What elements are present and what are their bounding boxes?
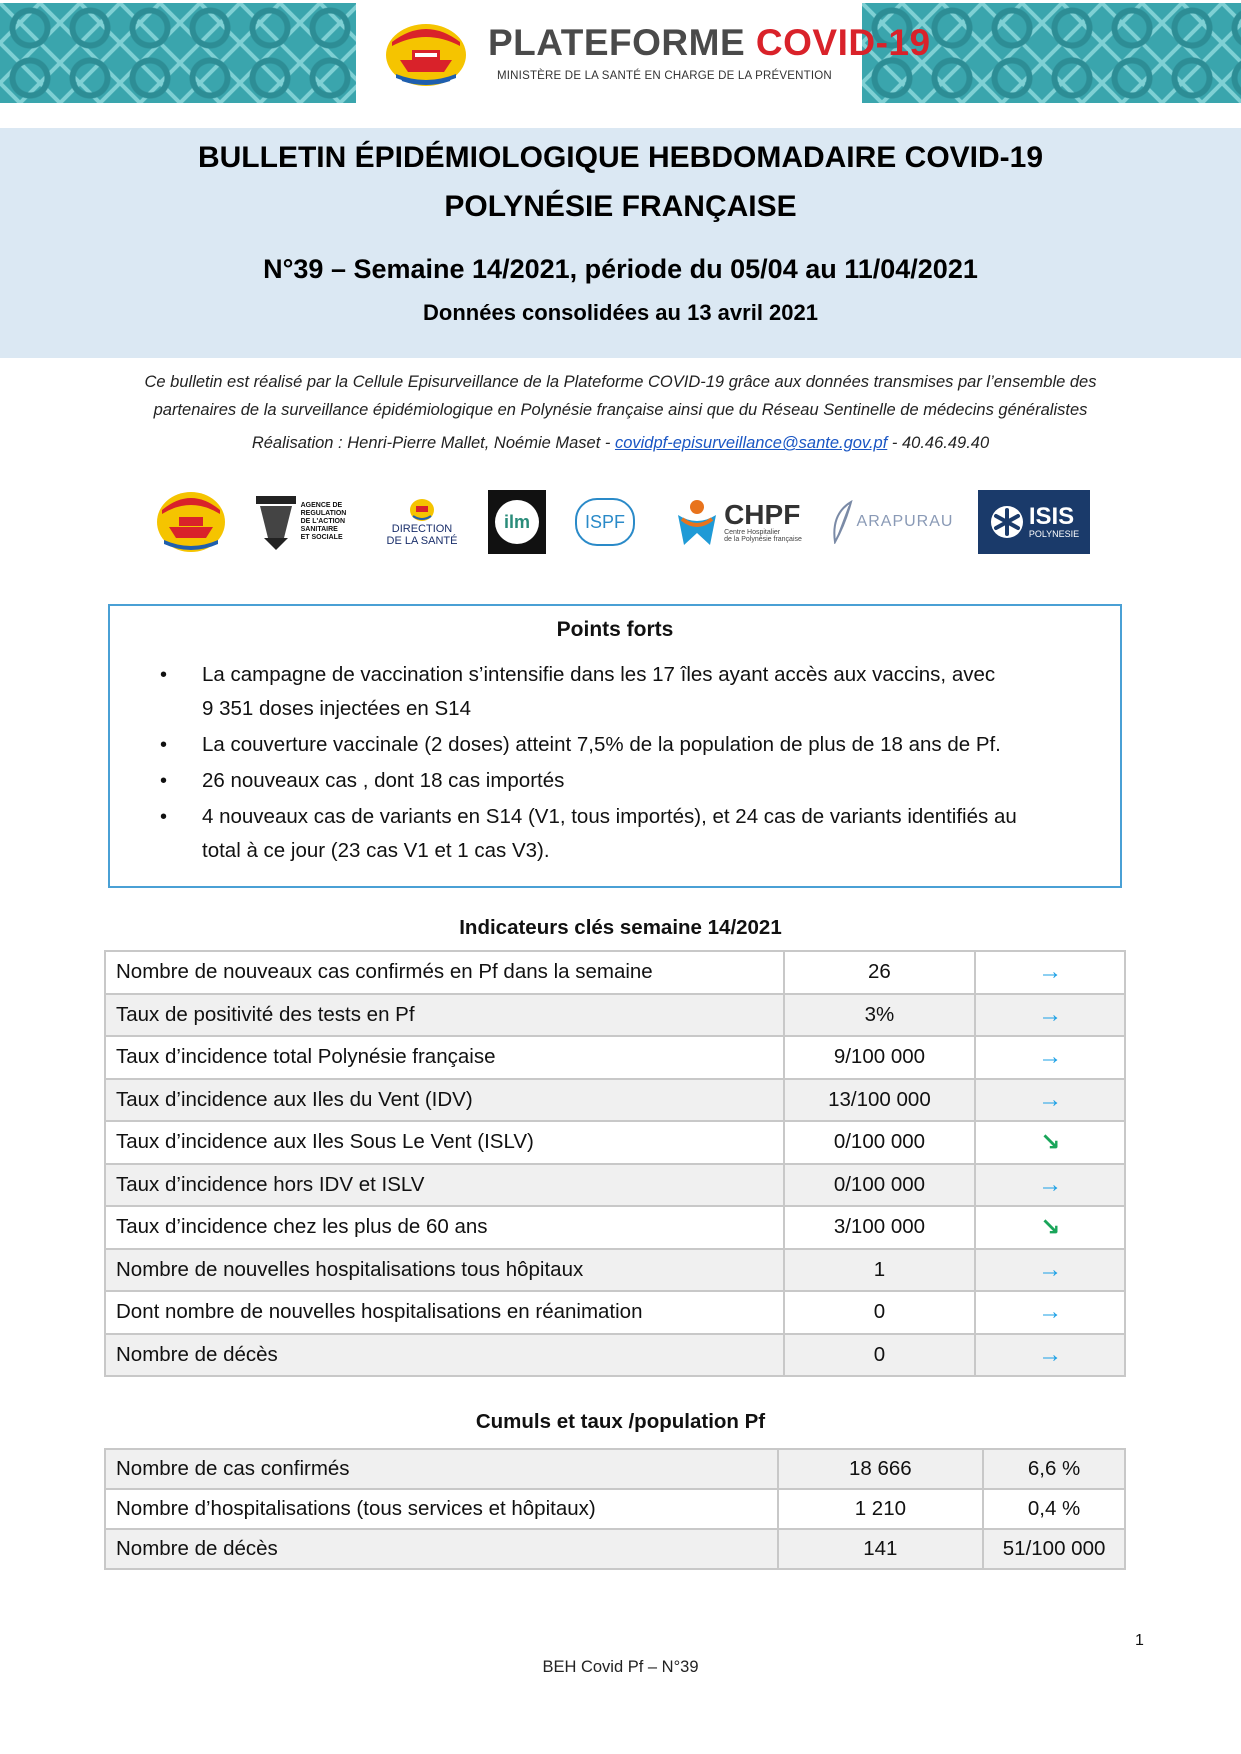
indicator-value: 9/100 000: [784, 1036, 976, 1079]
polynesia-emblem-icon: [382, 22, 470, 88]
table-row: [105, 1489, 1125, 1529]
arapurau-logo: [826, 490, 954, 554]
arapurau-text: ARAPURAU: [856, 513, 954, 530]
feather-icon: [827, 500, 857, 544]
chpf-sub-1: Centre Hospitalier: [724, 529, 781, 536]
indicator-value: 0/100 000: [784, 1164, 976, 1207]
chpf-emblem-icon: [674, 497, 720, 547]
top-banner: [0, 0, 1241, 104]
table-row: [105, 1529, 1125, 1569]
cumulative-rate: 51/100 000: [983, 1529, 1125, 1569]
indicator-value: 0: [784, 1334, 976, 1377]
highlight-text-cont: total à ce jour (23 cas V1 et 1 cas V3).: [202, 839, 550, 862]
credits-phone: - 40.46.49.40: [887, 434, 990, 452]
indicator-label: Taux d’incidence hors IDV et ISLV: [105, 1164, 784, 1207]
direction-sante-emblem-icon: [409, 497, 435, 523]
partner-logos: [150, 490, 1100, 560]
bulletin-consolidated-date: Données consolidées au 13 avril 2021: [423, 300, 818, 325]
indicator-label: Taux d’incidence aux Iles du Vent (IDV): [105, 1079, 784, 1122]
direction-sante-logo: [382, 490, 462, 554]
highlight-item: [202, 728, 1102, 762]
highlights-title: Points forts: [556, 618, 674, 641]
intro-line2: partenaires de la surveillance épidémiologique en Polynésie française ainsi que du Réseau Sentinelle de médecins généralistes: [153, 401, 1088, 419]
direction-sante-text-1: DIRECTION: [391, 523, 453, 535]
highlight-text: • 26 nouveaux cas , dont 18 cas importés: [202, 769, 565, 792]
table-row: [105, 1334, 1125, 1377]
brand-subtitle: MINISTÈRE DE LA SANTÉ EN CHARGE DE LA PRÉVENTION: [497, 70, 832, 82]
indicator-value: 0: [784, 1291, 976, 1334]
cumulative-rate: 6,6 %: [983, 1449, 1125, 1489]
ispf-text: ISPF: [575, 498, 635, 546]
contact-email-link[interactable]: covidpf-episurveillance@sante.gov.pf: [614, 434, 888, 452]
brand-title-part1: PLATEFORME: [488, 22, 746, 63]
indicator-value: 26: [784, 951, 976, 994]
ilm-text: ilm: [495, 500, 539, 544]
trend-arrow-right-icon: →: [975, 1249, 1125, 1292]
bulletin-issue: N°39 – Semaine 14/2021, période du 05/04 au 11/04/2021: [263, 254, 978, 284]
isis-asterisk-icon: [989, 504, 1025, 540]
arass-logo: [250, 490, 350, 554]
trend-arrow-right-icon: →: [975, 994, 1125, 1037]
credits-authors: Réalisation : Henri-Pierre Mallet, Noémie Maset -: [251, 434, 615, 452]
direction-sante-text-2: DE LA SANTÉ: [386, 535, 458, 547]
indicator-value: 3%: [784, 994, 976, 1037]
cumulative-value: 18 666: [778, 1449, 984, 1489]
indicators-title: Indicateurs clés semaine 14/2021: [459, 916, 782, 939]
highlight-text: • La couverture vaccinale (2 doses) atteint 7,5% de la population de plus de 18 ans de Pf.: [202, 733, 1001, 756]
arass-emblem-icon: [254, 492, 298, 552]
chpf-sub-2: de la Polynésie française: [724, 536, 802, 543]
page-footer: BEH Covid Pf – N°39: [542, 1658, 699, 1676]
cumulative-label: Nombre d’hospitalisations (tous services et hôpitaux): [105, 1489, 778, 1529]
arass-text-4: SANITAIRE: [300, 526, 338, 533]
table-row: [105, 1291, 1125, 1334]
arass-text-1: AGENCE DE: [300, 502, 343, 509]
highlight-text-cont: 9 351 doses injectées en S14: [202, 697, 471, 720]
cumulative-value: 1 210: [778, 1489, 984, 1529]
trend-arrow-right-icon: →: [975, 951, 1125, 994]
table-row: [105, 1206, 1125, 1249]
chpf-logo: [668, 490, 808, 554]
bulletin-title-line2: POLYNÉSIE FRANÇAISE: [444, 190, 797, 223]
arass-text-5: ET SOCIALE: [300, 534, 343, 541]
table-row: [105, 994, 1125, 1037]
cumulative-table: [104, 1448, 1126, 1570]
isis-sub: POLYNESIE: [1028, 529, 1080, 539]
table-row: [105, 1164, 1125, 1207]
table-row: [105, 1449, 1125, 1489]
page-number: 1: [1135, 1632, 1144, 1649]
trend-arrow-down-right-icon: ↘: [975, 1121, 1125, 1164]
cumulative-rate: 0,4 %: [983, 1489, 1125, 1529]
intro-line1: Ce bulletin est réalisé par la Cellule Episurveillance de la Plateforme COVID-19 grâce aux données transmises par l’ensemble des: [144, 373, 1097, 391]
trend-arrow-right-icon: →: [975, 1036, 1125, 1079]
indicator-value: 3/100 000: [784, 1206, 976, 1249]
indicator-label: Taux d’incidence chez les plus de 60 ans: [105, 1206, 784, 1249]
table-row: [105, 951, 1125, 994]
highlight-text: • 4 nouveaux cas de variants en S14 (V1, tous importés), et 24 cas de variants identifiés au: [202, 805, 1017, 828]
polynesia-emblem-logo-icon: [154, 490, 228, 554]
arass-text-2: REGULATION: [300, 510, 347, 517]
table-row: [105, 1036, 1125, 1079]
indicator-label: Taux d’incidence aux Iles Sous Le Vent (ISLV): [105, 1121, 784, 1164]
ilm-logo: [488, 490, 546, 554]
indicator-label: Taux d’incidence total Polynésie française: [105, 1036, 784, 1079]
indicator-value: 0/100 000: [784, 1121, 976, 1164]
bulletin-title-line1: BULLETIN ÉPIDÉMIOLOGIQUE HEBDOMADAIRE COVID-19: [197, 141, 1044, 174]
table-row: [105, 1249, 1125, 1292]
indicators-table: [104, 950, 1126, 1377]
indicator-label: Nombre de nouvelles hospitalisations tous hôpitaux: [105, 1249, 784, 1292]
banner-pattern-left: [0, 3, 356, 103]
cumulative-label: Nombre de décès: [105, 1529, 778, 1569]
highlight-item: [202, 658, 1102, 726]
chpf-text: CHPF: [724, 499, 801, 530]
header-band: [0, 128, 1241, 358]
trend-arrow-right-icon: →: [975, 1164, 1125, 1207]
cumulative-value: 141: [778, 1529, 984, 1569]
trend-arrow-right-icon: →: [975, 1291, 1125, 1334]
indicator-label: Dont nombre de nouvelles hospitalisations en réanimation: [105, 1291, 784, 1334]
credits: [0, 434, 1241, 453]
cumulative-title: Cumuls et taux /population Pf: [475, 1410, 766, 1433]
indicator-value: 13/100 000: [784, 1079, 976, 1122]
trend-arrow-down-right-icon: ↘: [975, 1206, 1125, 1249]
brand-title-part2: COVID-19: [755, 22, 931, 63]
highlights-list: [110, 658, 1102, 870]
isis-text: ISIS: [1028, 503, 1075, 530]
trend-arrow-right-icon: →: [975, 1334, 1125, 1377]
highlights-box: [108, 604, 1122, 888]
intro-text: [60, 368, 1181, 424]
indicator-label: Nombre de nouveaux cas confirmés en Pf dans la semaine: [105, 951, 784, 994]
highlight-item: [202, 800, 1102, 868]
indicator-label: Nombre de décès: [105, 1334, 784, 1377]
highlight-text: • La campagne de vaccination s’intensifie dans les 17 îles ayant accès aux vaccins, avec: [202, 663, 996, 686]
isis-logo: [978, 490, 1090, 554]
table-row: [105, 1121, 1125, 1164]
indicator-value: 1: [784, 1249, 976, 1292]
cumulative-label: Nombre de cas confirmés: [105, 1449, 778, 1489]
ispf-logo: [572, 490, 638, 554]
brand-title: [488, 22, 931, 64]
indicator-label: Taux de positivité des tests en Pf: [105, 994, 784, 1037]
trend-arrow-right-icon: →: [975, 1079, 1125, 1122]
highlight-item: [202, 764, 1102, 798]
table-row: [105, 1079, 1125, 1122]
arass-text-3: DE L'ACTION: [300, 518, 346, 525]
